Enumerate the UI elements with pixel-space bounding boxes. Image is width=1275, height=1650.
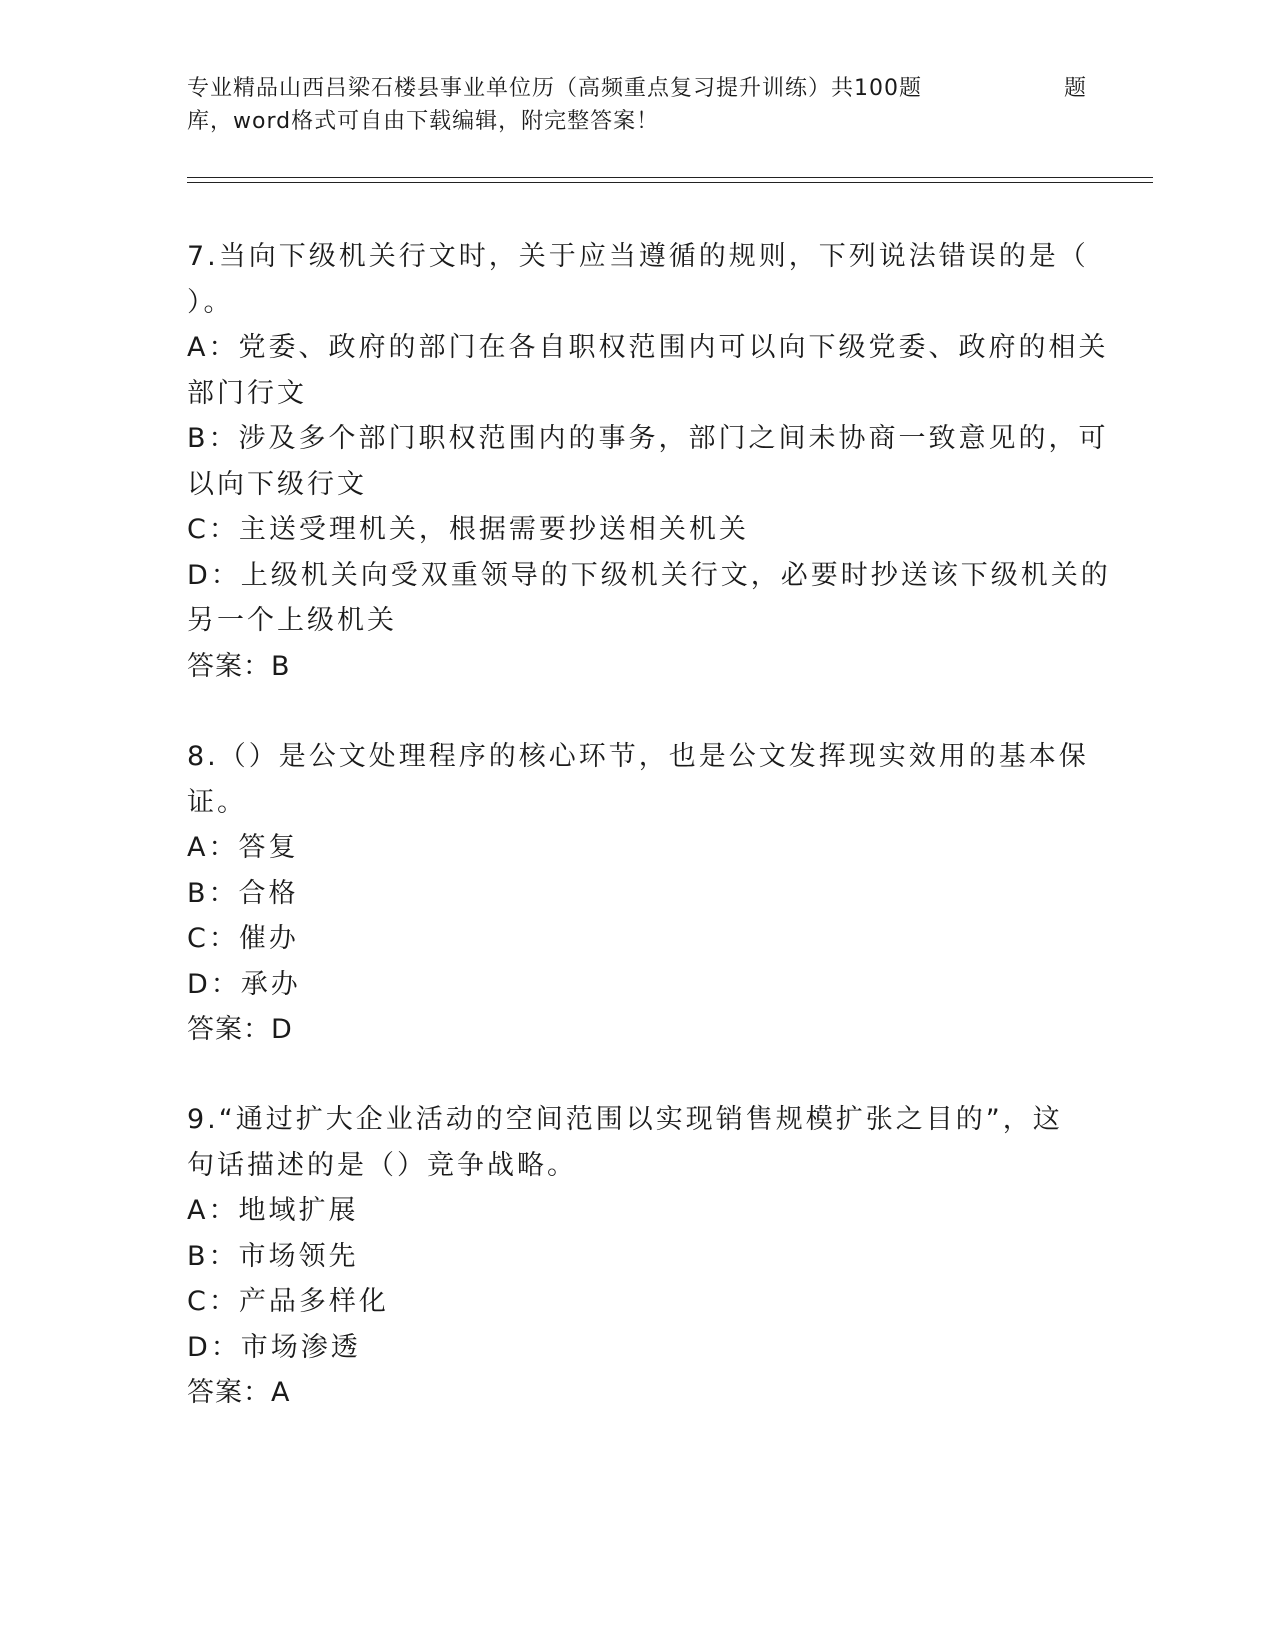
option-d-cont: 另一个上级机关 bbox=[187, 605, 397, 636]
option-d: D：上级机关向受双重领导的下级机关行文，必要时抄送该下级机关的 bbox=[187, 559, 1111, 591]
option-b: B：涉及多个部门职权范围内的事务，部门之间未协商一致意见的，可 bbox=[187, 423, 1109, 454]
option-a: A：答复 bbox=[187, 832, 299, 863]
answer: 答案：D bbox=[187, 1014, 293, 1045]
header-line-2: 库，word格式可自由下载编辑，附完整答案！ bbox=[187, 109, 660, 134]
header-rule-bottom bbox=[187, 182, 1153, 183]
option-b: B：合格 bbox=[187, 877, 299, 909]
question-7 bbox=[187, 234, 1111, 689]
answer: 答案：A bbox=[187, 1377, 291, 1408]
question-8 bbox=[187, 734, 1087, 1053]
answer: 答案：B bbox=[187, 650, 291, 682]
option-b-cont: 以向下级行文 bbox=[187, 468, 367, 500]
option-a-cont: 部门行文 bbox=[187, 377, 307, 409]
option-c: C：产品多样化 bbox=[187, 1286, 389, 1317]
question-stem-line: 8.（）是公文处理程序的核心环节，也是公文发挥现实效用的基本保 bbox=[187, 741, 1089, 772]
question-stem-line: ）。 bbox=[187, 286, 234, 318]
option-a: A：党委、政府的部门在各自职权范围内可以向下级党委、政府的相关 bbox=[187, 332, 1109, 363]
question-stem-line: 句话描述的是（）竞争战略。 bbox=[187, 1149, 577, 1181]
option-a: A：地域扩展 bbox=[187, 1195, 359, 1226]
question-stem-line: 9.“通过扩大企业活动的空间范围以实现销售规模扩张之目的”，这 bbox=[187, 1104, 1063, 1135]
option-c: C：催办 bbox=[187, 923, 299, 954]
header-title-tail: 题 bbox=[1063, 76, 1087, 101]
header-rule-top bbox=[187, 177, 1153, 178]
option-d: D：承办 bbox=[187, 968, 301, 1000]
question-stem-line: 证。 bbox=[187, 786, 247, 818]
header-line-1 bbox=[187, 72, 1087, 105]
page-header bbox=[187, 72, 1087, 138]
question-stem-line: 7.当向下级机关行文时，关于应当遵循的规则，下列说法错误的是（ bbox=[187, 241, 1089, 272]
question-9 bbox=[187, 1097, 1087, 1416]
option-d: D：市场渗透 bbox=[187, 1331, 361, 1363]
option-c: C：主送受理机关，根据需要抄送相关机关 bbox=[187, 514, 749, 545]
option-b: B：市场领先 bbox=[187, 1240, 359, 1272]
header-title: 专业精品山西吕梁石楼县事业单位历（高频重点复习提升训练）共100题 bbox=[187, 76, 922, 101]
